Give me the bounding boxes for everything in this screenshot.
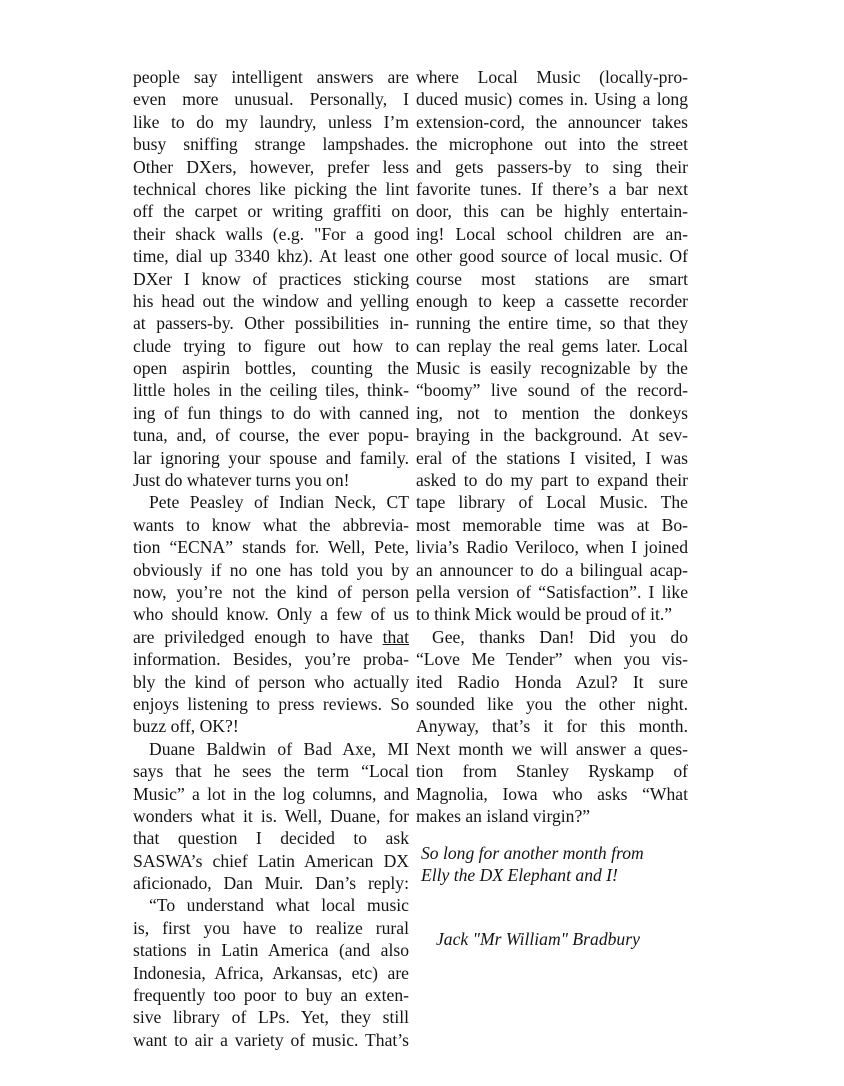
text-line: technical chores like picking the lint — [133, 178, 409, 199]
text-line: “To understand what local music — [149, 895, 409, 916]
text-line: where Local Music (locally-pro- — [416, 67, 688, 87]
text-line: aficionado, Dan Muir. Dan’s reply: — [133, 873, 409, 894]
text-line: tion “ECNA” stands for. Well, Pete, — [133, 537, 409, 558]
text-line: Other DXers, however, prefer less — [133, 156, 409, 177]
text-line: Next month we will answer a ques- — [416, 738, 688, 759]
signature: Jack "Mr William" Bradbury — [436, 929, 640, 949]
text-line: most memorable time was at Bo- — [416, 514, 688, 535]
text-line: ing! Local school children are an- — [416, 223, 688, 244]
text-line: bly the kind of person who actually — [133, 671, 409, 692]
text-line: Music is easily recognizable by the — [416, 358, 688, 379]
text-line: makes an island virgin?” — [416, 805, 591, 826]
paragraph-laundry — [133, 66, 409, 491]
text-line: little holes in the ceiling tiles, think- — [133, 380, 409, 401]
text-line: open aspirin bottles, counting the — [133, 358, 409, 379]
text-line: livia’s Radio Veriloco, when I joined — [416, 537, 688, 558]
text-line: running the entire time, so that they — [416, 313, 688, 334]
left-column — [133, 66, 409, 1051]
paragraph-local-music-question — [133, 738, 409, 895]
text-line: even more unusual. Personally, I — [133, 89, 409, 110]
text-line: is, first you have to realize rural — [133, 917, 409, 938]
text-line: wants to know what the abbrevia- — [133, 514, 409, 535]
text-line — [133, 626, 409, 648]
text-line: ing, not to mention the donkeys — [416, 402, 688, 423]
text-line: stations in Latin America (and also — [133, 940, 409, 961]
text-line: Indonesia, Africa, Arkansas, etc) are — [133, 962, 409, 983]
text-line: duced music) comes in. Using a long — [416, 89, 688, 110]
text-line: enough to keep a cassette recorder — [416, 290, 688, 311]
text-line: Duane Baldwin of Bad Axe, MI — [149, 738, 409, 759]
text-line: can replay the real gems later. Local — [416, 335, 688, 356]
text-line: now, you’re not the kind of person — [133, 581, 409, 602]
text-line: Magnolia, Iowa who asks “What — [416, 783, 688, 804]
text-line: his head out the window and yelling — [133, 290, 409, 311]
text-line: other good source of local music. Of — [416, 246, 688, 267]
text-line: door, this can be highly entertain- — [416, 201, 688, 222]
text-line: busy sniffing strange lampshades. — [133, 134, 409, 155]
text-line: ing of fun things to do with canned — [133, 402, 409, 423]
text-line: to think Mick would be proud of it.” — [416, 604, 673, 625]
text-line: “Love Me Tender” when you vis- — [416, 649, 688, 670]
text-line: Gee, thanks Dan! Did you do — [432, 626, 688, 647]
text-line: wonders what it is. Well, Duane, for — [133, 805, 409, 826]
underlined-word: that — [382, 626, 409, 647]
text-line: sive library of LPs. Yet, they still — [133, 1007, 409, 1028]
text-line: information. Besides, you’re proba- — [133, 649, 409, 670]
text-line: “boomy” live sound of the record- — [416, 380, 688, 401]
text-line: course most stations are smart — [416, 268, 688, 289]
signoff-line: Elly the DX Elephant and I! — [421, 865, 618, 886]
paragraph-closing — [416, 626, 688, 828]
text-line: Music” a lot in the log columns, and — [133, 783, 409, 804]
paragraph-dan-reply — [133, 894, 409, 1051]
text-line: DXer I know of practices sticking — [133, 268, 409, 289]
text-line: frequently too poor to buy an exten- — [133, 985, 409, 1006]
text-line: off the carpet or writing graffiti on — [133, 201, 409, 222]
text-line: tion from Stanley Ryskamp of — [416, 761, 688, 782]
text-line: ited Radio Honda Azul? It sure — [416, 671, 688, 692]
paragraph-local-music-answer — [416, 66, 688, 626]
text-line: Anyway, that’s it for this month. — [416, 716, 688, 737]
text-line: the microphone out into the street — [416, 134, 688, 155]
text-segment: are priviledged enough to have — [133, 626, 383, 647]
text-line: favorite tunes. If there’s a bar next — [416, 178, 688, 199]
text-line: clude trying to figure out how to — [133, 335, 409, 356]
text-line: sounded like you the other night. — [416, 693, 688, 714]
text-line: and gets passers-by to sing their — [416, 156, 688, 177]
paragraph-ecna — [133, 491, 409, 737]
text-line: want to air a variety of music. That’s — [133, 1029, 409, 1050]
text-line: Just do whatever turns you on! — [133, 470, 350, 491]
text-line: people say intelligent answers are — [133, 67, 409, 87]
text-line: eral of the stations I visited, I was — [416, 447, 688, 468]
text-line: lar ignoring your spouse and family. — [133, 447, 409, 468]
text-line: says that he sees the term “Local — [133, 761, 409, 782]
text-line: at passers-by. Other possibilities in- — [133, 313, 409, 334]
text-line: Pete Peasley of Indian Neck, CT — [149, 492, 409, 513]
text-line: like to do my laundry, unless I’m — [133, 111, 409, 132]
text-line: an announcer to do a bilingual acap- — [416, 559, 688, 580]
text-line: who should know. Only a few of us — [133, 604, 409, 625]
text-line: asked to do my part to expand their — [416, 470, 688, 491]
text-line: tuna, and, of course, the ever popu- — [133, 425, 409, 446]
text-line: obviously if no one has told you by — [133, 559, 409, 580]
text-line: braying in the background. At sev- — [416, 425, 688, 446]
text-line: that question I decided to ask — [133, 828, 409, 849]
text-line: their shack walls (e.g. "For a good — [133, 223, 409, 244]
signoff-line: So long for another month from — [421, 843, 644, 863]
text-line: pella version of “Satisfaction”. I like — [416, 581, 688, 602]
text-line: enjoys listening to press reviews. So — [133, 693, 409, 714]
text-line: tape library of Local Music. The — [416, 492, 688, 513]
text-line: buzz off, OK?! — [133, 716, 239, 737]
signoff — [421, 842, 644, 887]
text-line: extension-cord, the announcer takes — [416, 111, 688, 132]
right-column — [416, 66, 688, 827]
text-line: time, dial up 3340 khz). At least one — [133, 246, 409, 267]
text-line: SASWA’s chief Latin American DX — [133, 850, 409, 871]
